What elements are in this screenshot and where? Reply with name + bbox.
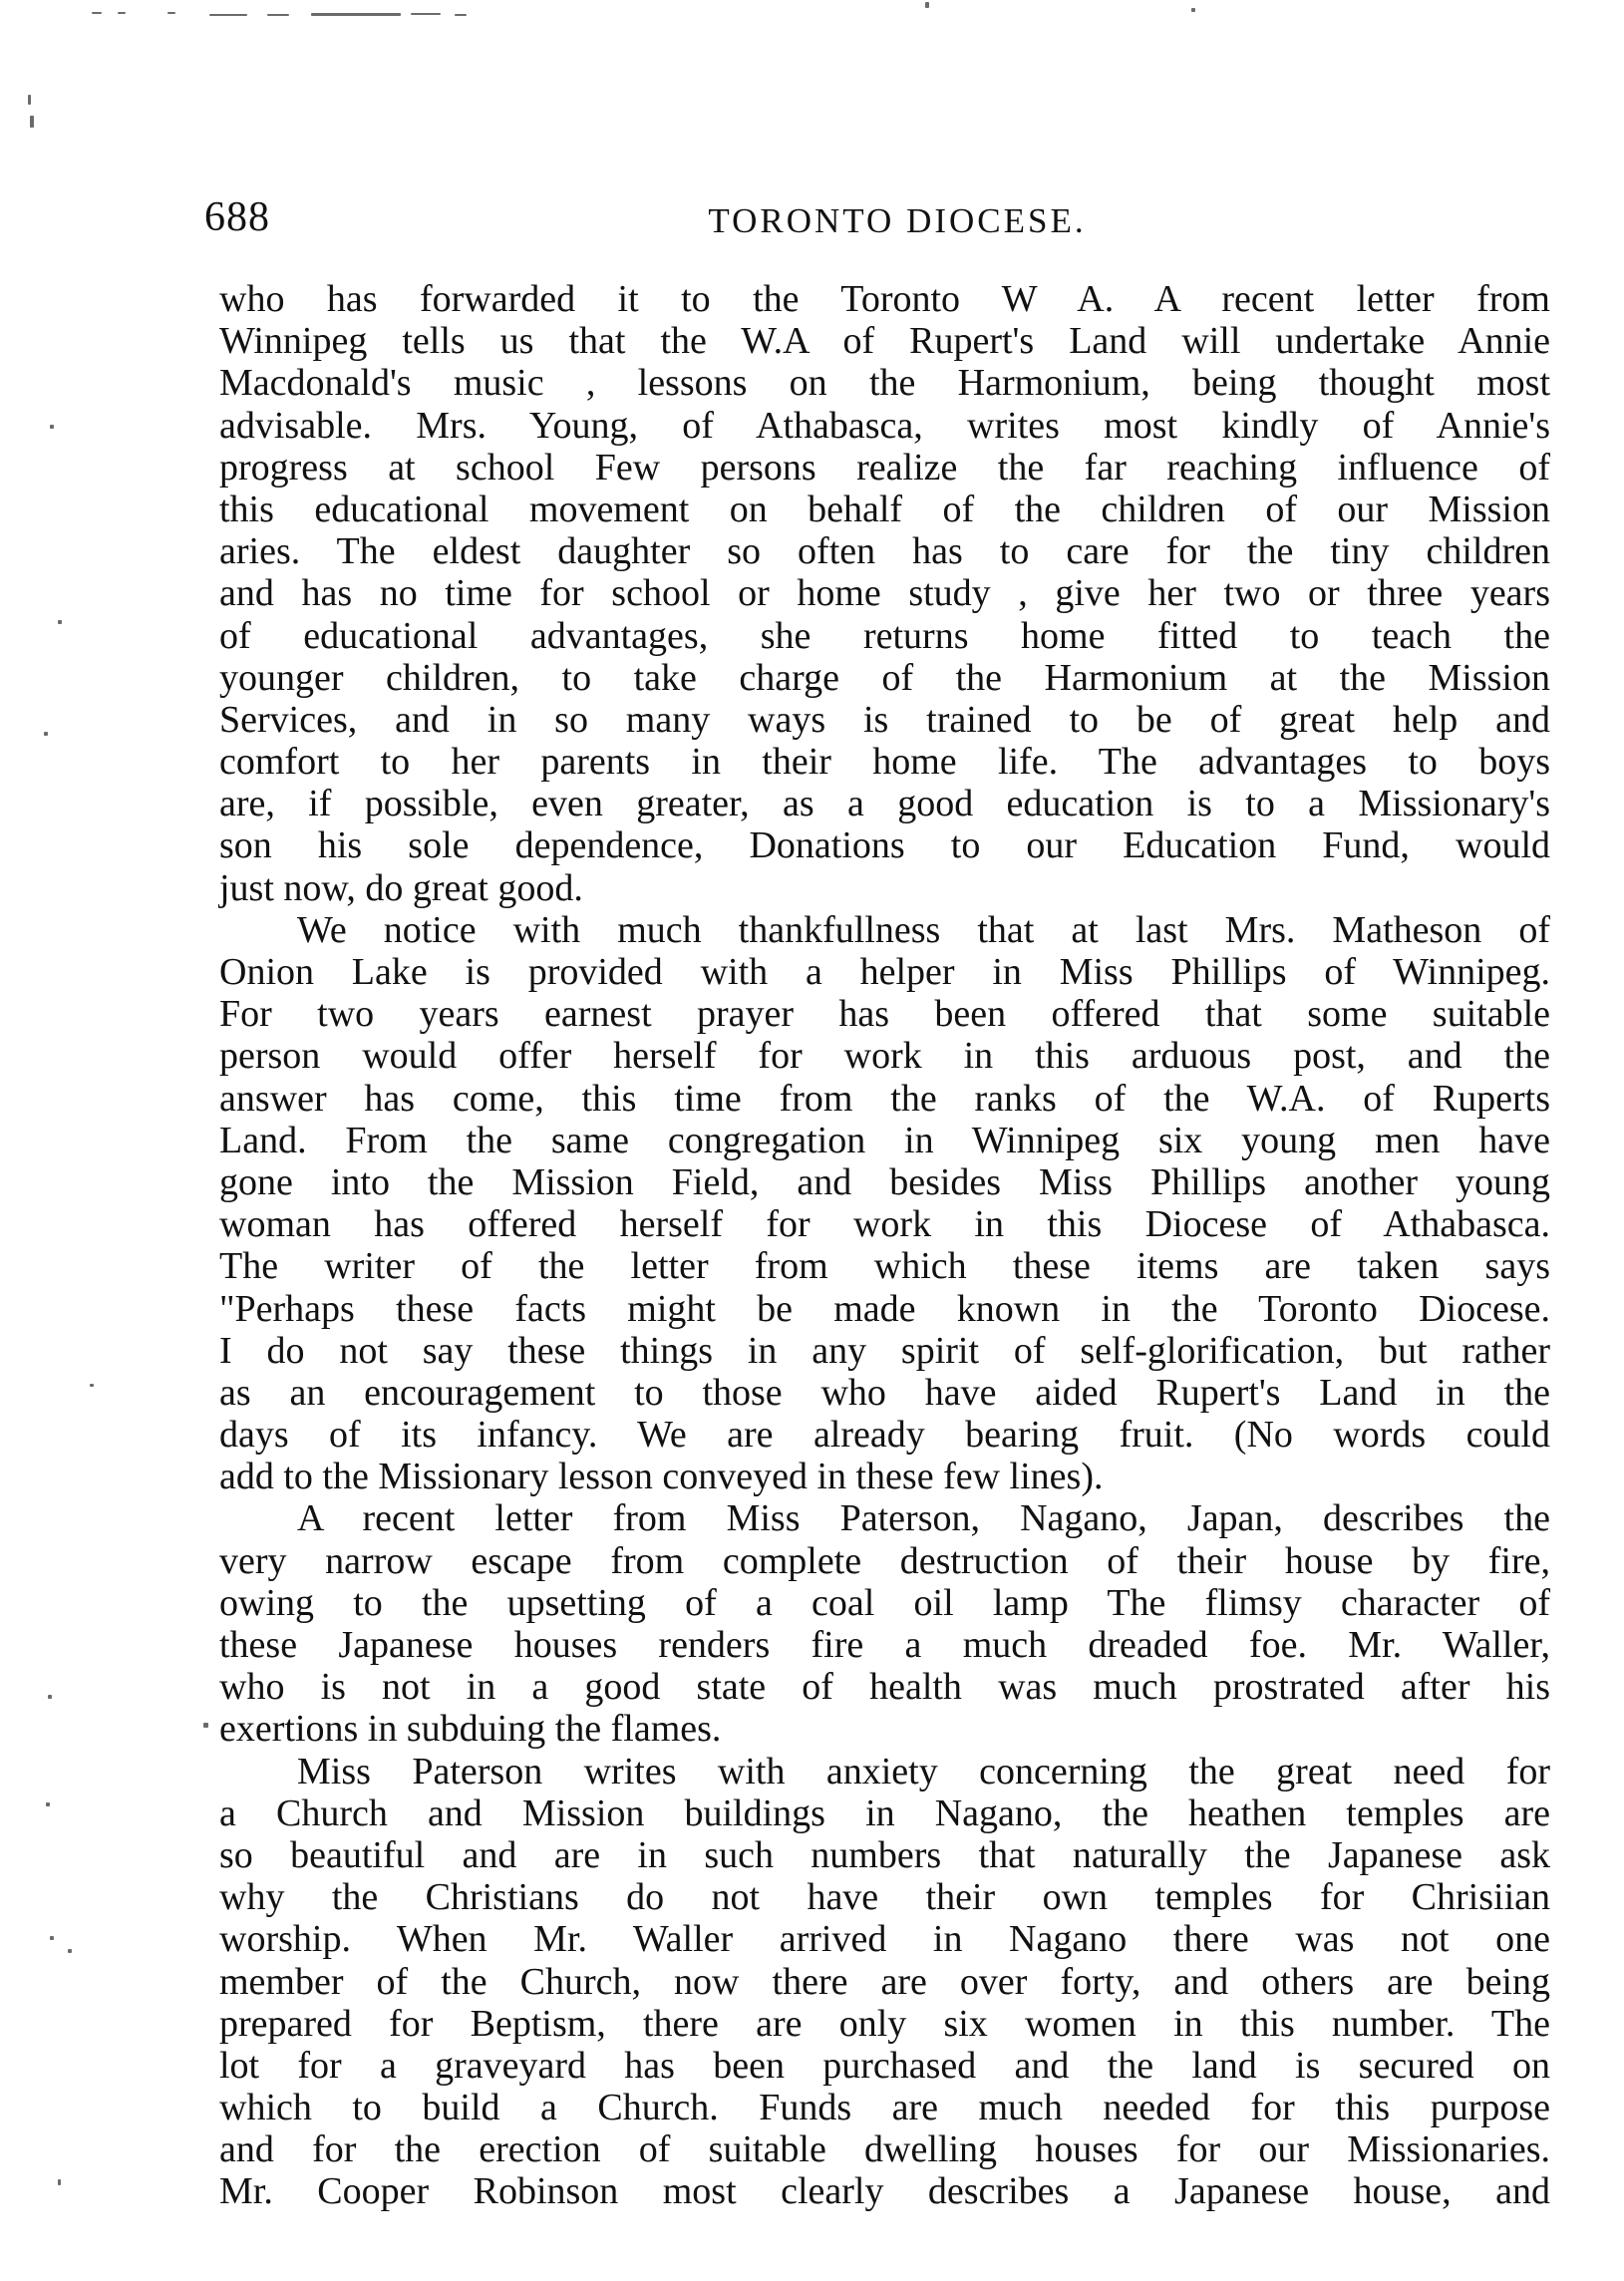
scan-artifact (311, 13, 401, 16)
scan-artifact (44, 732, 48, 736)
text-line: as an encouragement to those who have aided Rupert's Land in the (219, 1371, 1550, 1414)
text-line: Services, and in so many ways is trained to be of great help and (219, 698, 1550, 741)
text-line: advisable. Mrs. Young, of Athabasca, writes most kindly of Annie's (219, 404, 1550, 447)
scan-artifact (167, 12, 175, 14)
text-line: "Perhaps these facts might be made known in the Toronto Diocese. (219, 1287, 1550, 1330)
text-line: lot for a graveyard has been purchased and the land is secured on (219, 2044, 1550, 2087)
scan-artifact (411, 13, 441, 15)
scan-artifact (50, 1936, 54, 1940)
text-line: Land. From the same congregation in Winnipeg six young men have (219, 1119, 1550, 1161)
body-text (219, 278, 1550, 2213)
scan-artifact (48, 1695, 52, 1699)
scan-artifact (28, 95, 31, 105)
paragraph (219, 1497, 1550, 1750)
paragraph (219, 1751, 1550, 2213)
text-line: a Church and Mission buildings in Nagano, the heathen temples are (219, 1792, 1550, 1834)
text-line: days of its infancy. We are already bearing fruit. (No words could (219, 1414, 1550, 1457)
text-line: Macdonald's music , lessons on the Harmonium, being thought most (219, 362, 1550, 405)
text-line: younger children, to take charge of the Harmonium at the Mission (219, 656, 1550, 699)
text-line: Winnipeg tells us that the W.A of Rupert's Land will undertake Annie (219, 320, 1550, 363)
scan-artifact (58, 620, 62, 624)
text-line: Miss Paterson writes with anxiety concerning the great need for (297, 1750, 1550, 1792)
text-line: gone into the Mission Field, and besides Miss Phillips another young (219, 1160, 1550, 1203)
text-line: I do not say these things in any spirit of self-glorification, but rather (219, 1329, 1550, 1372)
text-line: who has forwarded it to the Toronto W A. A recent letter from (219, 278, 1550, 320)
paragraph (219, 278, 1550, 909)
scan-artifact (455, 14, 467, 16)
scan-artifact (203, 1723, 208, 1728)
text-line: so beautiful and are in such numbers that naturally the Japanese ask (219, 1833, 1550, 1876)
text-line: and has no time for school or home study , give her two or three years (219, 572, 1550, 615)
scan-artifact (267, 14, 289, 16)
text-line: son his sole dependence, Donations to our Education Fund, would (219, 824, 1550, 867)
text-line: which to build a Church. Funds are much needed for this purpose (219, 2087, 1550, 2129)
text-line: of educational advantages, she returns home fitted to teach the (219, 614, 1550, 657)
text-line: A recent letter from Miss Paterson, Nagano, Japan, describes the (297, 1497, 1550, 1540)
text-line: add to the Missionary lesson conveyed in these few lines). (219, 1456, 1104, 1498)
scan-artifact (68, 1949, 72, 1953)
text-line: progress at school Few persons realize the far reaching influence of (219, 446, 1550, 489)
text-line: The writer of the letter from which these items are taken says (219, 1245, 1550, 1288)
scan-artifact (925, 2, 929, 8)
text-line: and for the erection of suitable dwelling houses for our Missionaries. (219, 2128, 1550, 2171)
text-line: just now, do great good. (219, 866, 583, 909)
scan-artifact (50, 425, 54, 429)
scan-artifact (90, 1384, 94, 1387)
text-line: why the Christians do not have their own temples for Chrisiian (219, 1876, 1550, 1919)
scan-artifact (46, 1802, 50, 1806)
text-line: Onion Lake is provided with a helper in Miss Phillips of Winnipeg. (219, 951, 1550, 993)
text-line: are, if possible, even greater, as a good education is to a Missionary's (219, 783, 1550, 825)
text-line: this educational movement on behalf of the children of our Mission (219, 488, 1550, 530)
scan-artifact (92, 12, 102, 14)
scan-artifact (118, 12, 126, 14)
text-line: For two years earnest prayer has been offered that some suitable (219, 993, 1550, 1036)
page-number: 688 (204, 194, 270, 240)
text-line: who is not in a good state of health was much prostrated after his (219, 1666, 1550, 1709)
text-line: aries. The eldest daughter so often has to care for the tiny children (219, 530, 1550, 573)
text-line: very narrow escape from complete destruction of their house by fire, (219, 1539, 1550, 1582)
scan-artifact (1191, 8, 1195, 12)
scan-artifact (209, 14, 247, 16)
text-line: We notice with much thankfullness that at last Mrs. Matheson of (297, 908, 1550, 951)
text-line: owing to the upsetting of a coal oil lamp The flimsy character of (219, 1581, 1550, 1624)
text-line: exertions in subduing the flames. (219, 1708, 722, 1751)
text-line: comfort to her parents in their home life. The advantages to boys (219, 741, 1550, 784)
scan-artifact (58, 2179, 61, 2185)
text-line: these Japanese houses renders fire a much dreaded foe. Mr. Waller, (219, 1624, 1550, 1666)
page-header (204, 187, 1550, 247)
text-line: member of the Church, now there are over forty, and others are being (219, 1960, 1550, 2003)
text-line: Mr. Cooper Robinson most clearly describes a Japanese house, and (219, 2170, 1550, 2213)
text-line: person would offer herself for work in this arduous post, and the (219, 1035, 1550, 1078)
paragraph (219, 909, 1550, 1498)
text-line: prepared for Beptism, there are only six women in this number. The (219, 2002, 1550, 2045)
text-line: woman has offered herself for work in this Diocese of Athabasca. (219, 1203, 1550, 1246)
text-line: answer has come, this time from the ranks of the W.A. of Ruperts (219, 1077, 1550, 1120)
running-head: TORONTO DIOCESE. (708, 201, 1087, 240)
scan-artifact (30, 116, 34, 128)
text-line: worship. When Mr. Waller arrived in Nagano there was not one (219, 1918, 1550, 1961)
